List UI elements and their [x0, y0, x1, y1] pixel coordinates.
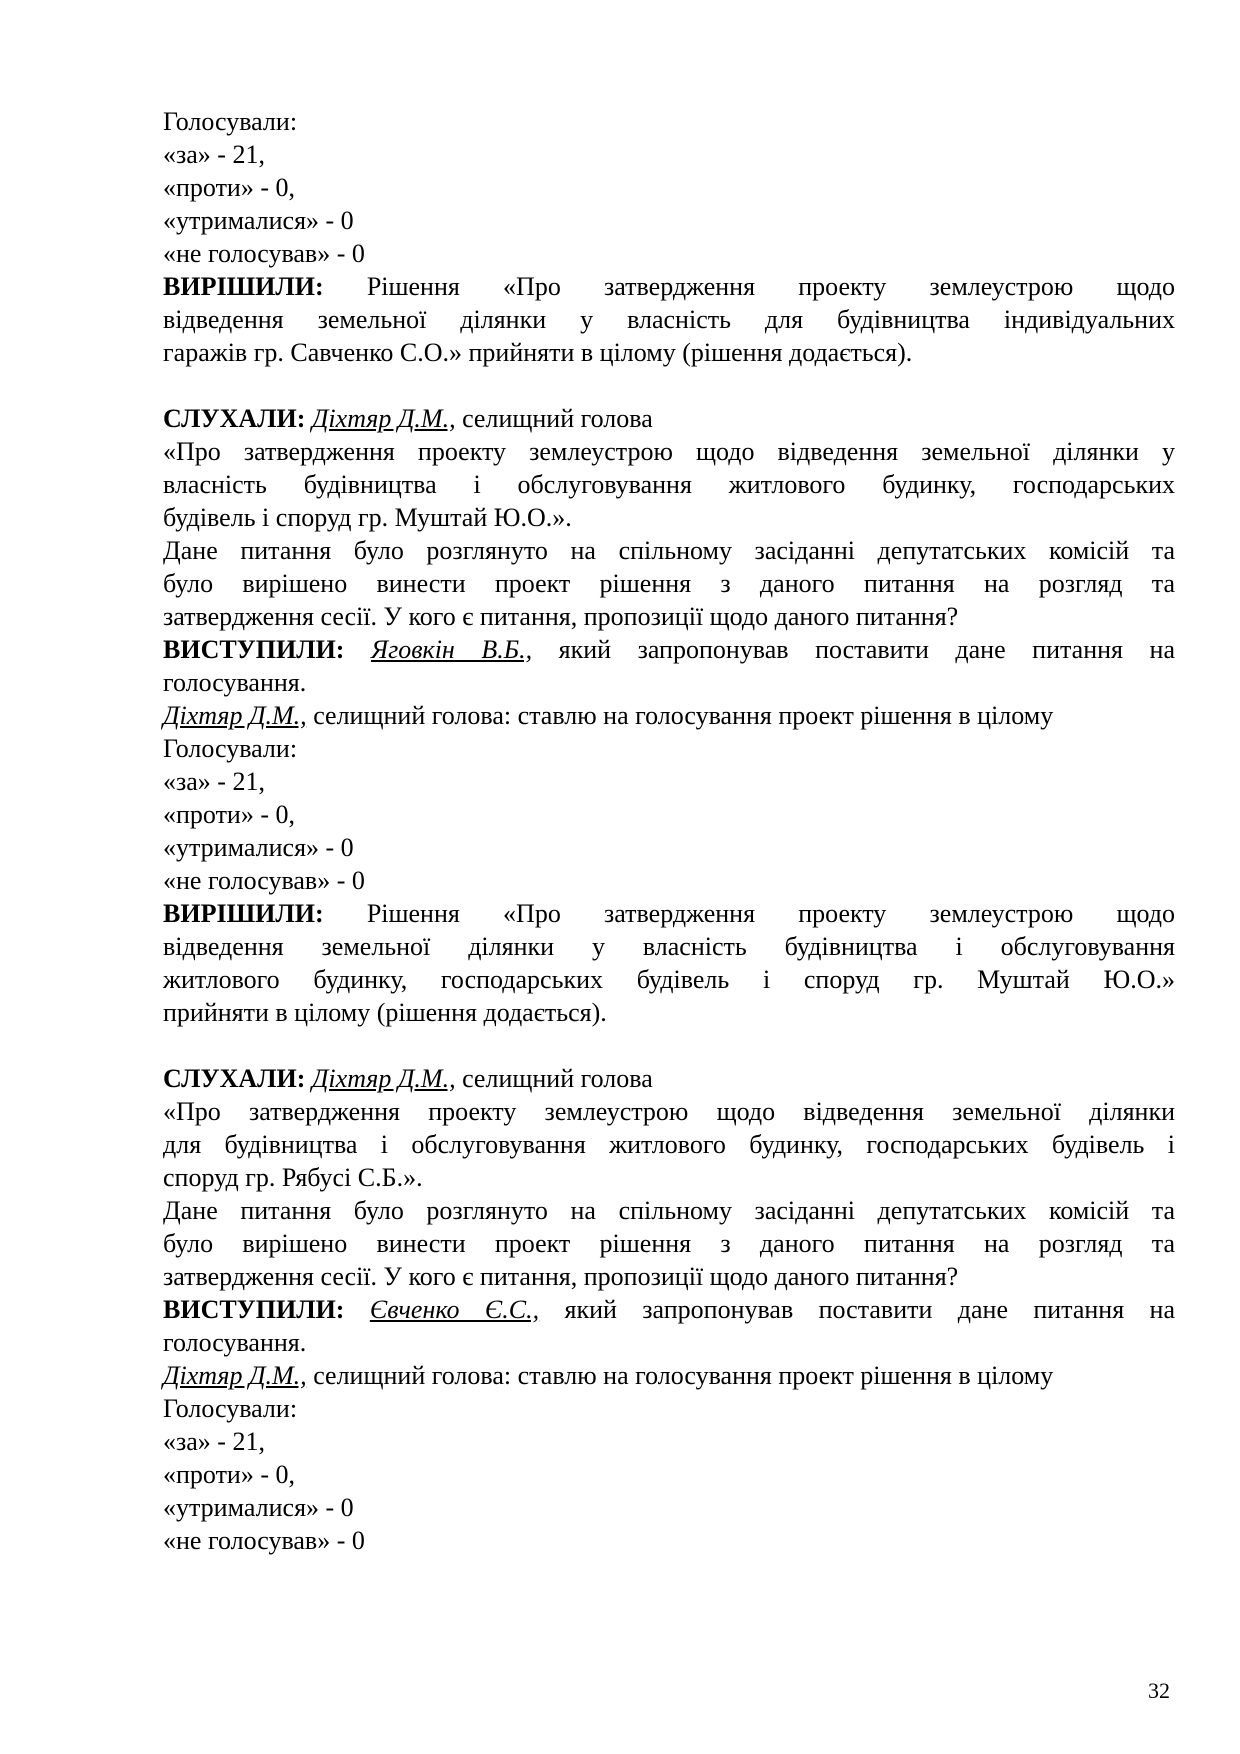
- votes-heading: Голосували:: [163, 107, 298, 136]
- topic-line: власність будівництва і обслуговування житлового будинку, господарських: [163, 470, 1175, 499]
- votes-against: «проти» - 0,: [163, 1460, 296, 1489]
- spoke-person: Євченко Є.С.,: [369, 1295, 540, 1324]
- votes-for: «за» - 21,: [163, 1427, 265, 1456]
- topic-line: будівель і споруд гр. Муштай Ю.О.».: [163, 503, 572, 532]
- decision-text: Рішення «Про затвердження проекту землеустрою щодо: [366, 899, 1175, 928]
- heard-person: Діхтяр Д.М.,: [311, 1064, 456, 1093]
- topic-line: для будівництва і обслуговування житлового будинку, господарських будівель і: [163, 1130, 1175, 1159]
- votes-for: «за» - 21,: [163, 140, 265, 169]
- decision-line: житлового будинку, господарських будівель і споруд гр. Муштай Ю.О.»: [163, 965, 1175, 994]
- info-line: затвердження сесії. У кого є питання, пропозиції щодо даного питання?: [163, 602, 959, 631]
- spoke-line: голосування.: [163, 1328, 307, 1357]
- page-number: 32: [1148, 1678, 1170, 1703]
- spoke-label: ВИСТУПИЛИ:: [163, 635, 345, 664]
- info-line: було вирішено винести проект рішення з даного питання на розгляд та: [163, 569, 1175, 598]
- topic-line: «Про затвердження проекту землеустрою щодо відведення земельної ділянки у: [163, 437, 1175, 466]
- decision-line: [163, 270, 1175, 303]
- decision-line: гаражів гр. Савченко С.О.» прийняти в цілому (рішення додається).: [163, 338, 913, 367]
- heard-role: селищний голова: [455, 1064, 653, 1093]
- chair-person: Діхтяр Д.М.,: [163, 1361, 307, 1390]
- votes-abstained: «утрималися» - 0: [163, 1493, 354, 1522]
- heard-label: СЛУХАЛИ:: [163, 1064, 306, 1093]
- info-line: було вирішено винести проект рішення з даного питання на розгляд та: [163, 1229, 1175, 1258]
- chair-person: Діхтяр Д.М.,: [163, 701, 307, 730]
- heard-role: селищний голова: [455, 404, 653, 433]
- chair-line: [163, 699, 1175, 732]
- spoke-person: Яговкін В.Б.,: [371, 635, 533, 664]
- votes-not-voted: «не голосував» - 0: [163, 1526, 365, 1555]
- info-line: затвердження сесії. У кого є питання, пропозиції щодо даного питання?: [163, 1262, 959, 1291]
- votes-against: «проти» - 0,: [163, 800, 296, 829]
- decision-line: відведення земельної ділянки у власність для будівництва індивідуальних: [163, 305, 1175, 334]
- decision-label: ВИРІШИЛИ:: [163, 899, 324, 928]
- votes-abstained: «утрималися» - 0: [163, 833, 354, 862]
- chair-text: селищний голова: ставлю на голосування проект рішення в цілому: [306, 701, 1054, 730]
- votes-against: «проти» - 0,: [163, 173, 296, 202]
- spoke-text: який запропонував поставити дане питання на: [539, 1295, 1175, 1324]
- chair-text: селищний голова: ставлю на голосування проект рішення в цілому: [306, 1361, 1054, 1390]
- info-line: Дане питання було розглянуто на спільному засіданні депутатських комісій та: [163, 1196, 1175, 1225]
- decision-line: відведення земельної ділянки у власність будівництва і обслуговування: [163, 932, 1175, 961]
- heard-label: СЛУХАЛИ:: [163, 404, 306, 433]
- heard-line: [163, 1062, 1175, 1095]
- decision-text: Рішення «Про затвердження проекту землеустрою щодо: [366, 272, 1175, 301]
- spoke-label: ВИСТУПИЛИ:: [163, 1295, 345, 1324]
- votes-heading: Голосували:: [163, 734, 298, 763]
- spoke-line: [163, 1293, 1175, 1326]
- votes-abstained: «утрималися» - 0: [163, 206, 354, 235]
- votes-for: «за» - 21,: [163, 767, 265, 796]
- spoke-line: [163, 633, 1175, 666]
- spoke-line: голосування.: [163, 668, 307, 697]
- votes-not-voted: «не голосував» - 0: [163, 866, 365, 895]
- decision-label: ВИРІШИЛИ:: [163, 272, 324, 301]
- topic-line: споруд гр. Рябусі С.Б.».: [163, 1163, 423, 1192]
- topic-line: «Про затвердження проекту землеустрою щодо відведення земельної ділянки: [163, 1097, 1175, 1126]
- heard-line: [163, 402, 1175, 435]
- heard-person: Діхтяр Д.М.,: [311, 404, 456, 433]
- spoke-text: який запропонував поставити дане питання на: [532, 635, 1175, 664]
- votes-heading: Голосували:: [163, 1394, 298, 1423]
- paragraph-gap: [163, 369, 1175, 402]
- page-content: [163, 105, 1175, 1557]
- paragraph-gap: [163, 1029, 1175, 1062]
- votes-not-voted: «не голосував» - 0: [163, 239, 365, 268]
- info-line: Дане питання було розглянуто на спільному засіданні депутатських комісій та: [163, 536, 1175, 565]
- chair-line: [163, 1359, 1175, 1392]
- decision-line: прийняти в цілому (рішення додається).: [163, 998, 607, 1027]
- decision-line: [163, 897, 1175, 930]
